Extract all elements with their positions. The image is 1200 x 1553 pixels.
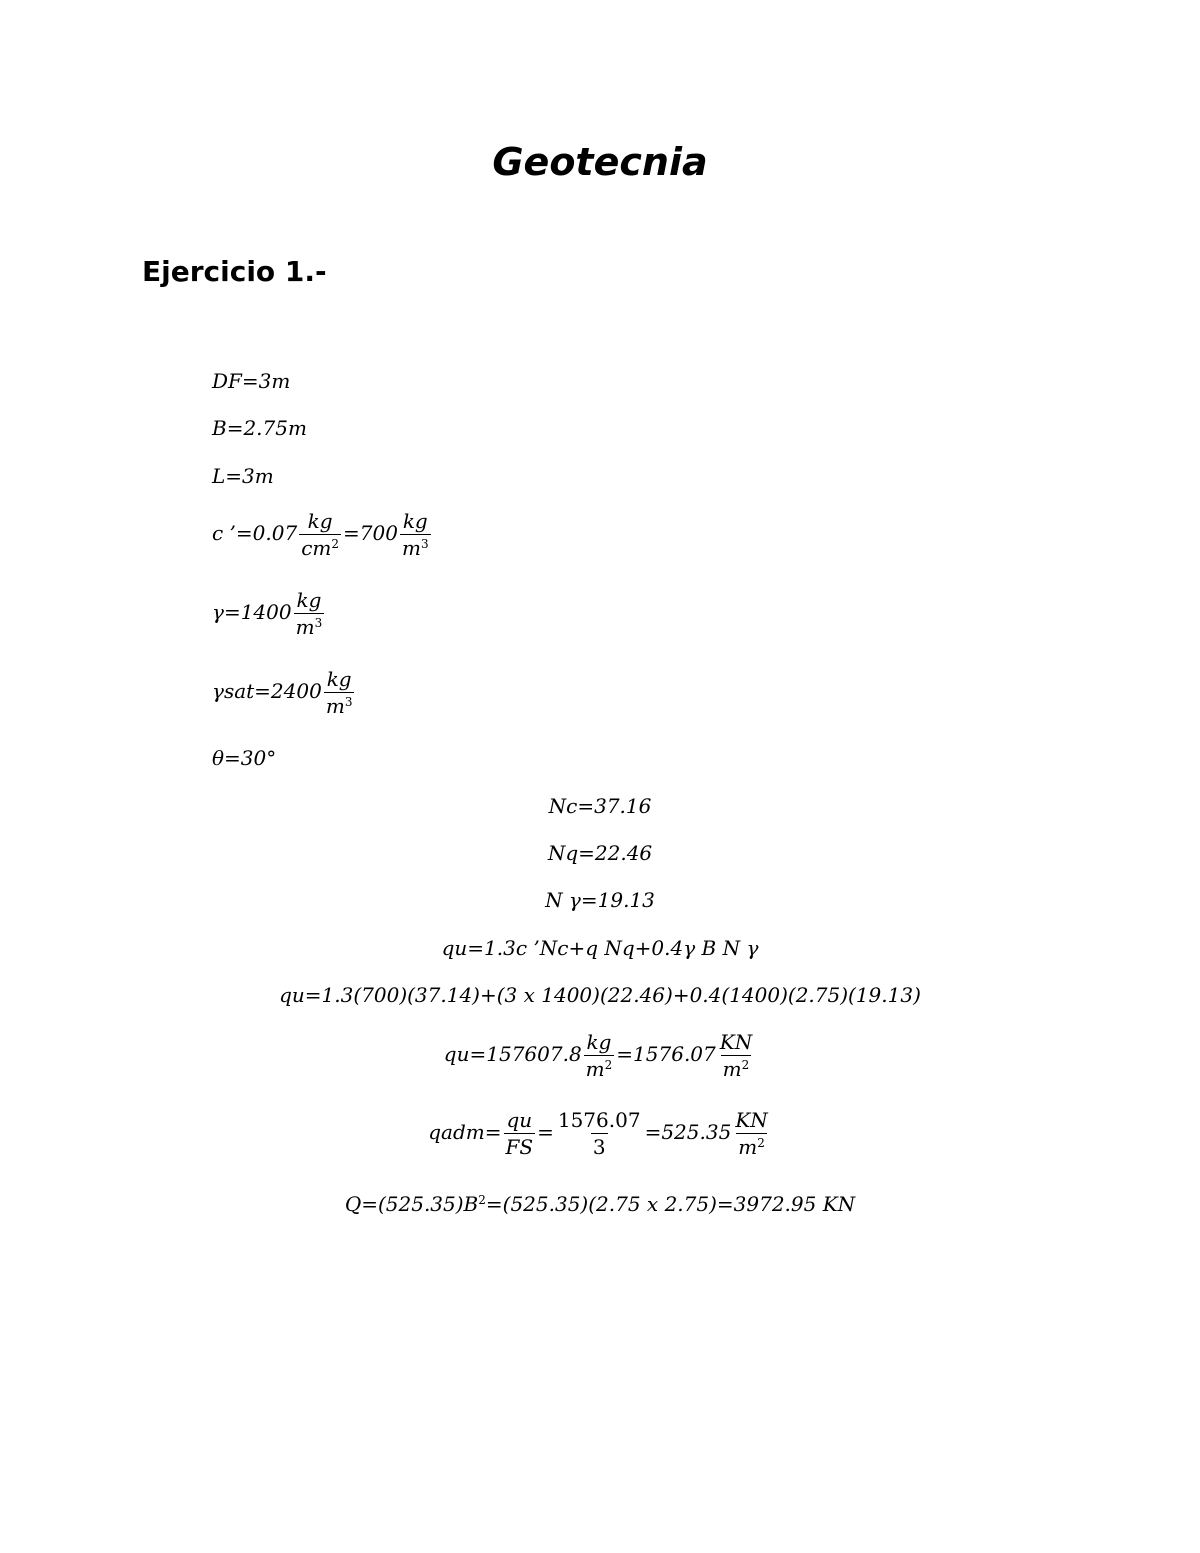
qadm-lhs: qadm= — [428, 1120, 502, 1144]
qu-value-fraction-1 — [584, 1031, 615, 1080]
equation-qu-substitution-text: qu=1.3(700)(37.14)+(3 x 1400)(22.46)+0.4(1400)(2.75)(19.13) — [279, 983, 921, 1007]
qadm-equals: = — [537, 1120, 554, 1144]
fraction-numerator: KN — [735, 1108, 768, 1132]
qu-value-mid: =1576.07 — [616, 1042, 716, 1066]
unit-text: m — [722, 1057, 742, 1081]
fraction-numerator: qu — [506, 1108, 533, 1132]
unit-text: m — [295, 615, 315, 639]
qadm-fraction-2 — [556, 1109, 643, 1158]
fraction-numerator: kg — [326, 667, 352, 691]
fraction-denominator — [400, 534, 431, 559]
fraction-denominator — [299, 534, 341, 559]
fraction-denominator: 3 — [592, 1135, 606, 1159]
equation-qadm — [0, 1109, 1200, 1158]
q-total-part1: Q=(525.35)B — [344, 1192, 479, 1216]
exercise-heading: Ejercicio 1.- — [142, 255, 327, 288]
gamma-fraction — [294, 589, 325, 638]
equation-b — [212, 416, 307, 440]
equation-nc — [0, 794, 1200, 818]
cohesion-fraction-1 — [299, 510, 341, 559]
unit-text: m — [325, 694, 345, 718]
fraction-denominator — [584, 1055, 615, 1080]
unit-exponent: 2 — [604, 1058, 613, 1072]
unit-text: m — [401, 536, 421, 560]
qadm-fraction-3 — [733, 1109, 769, 1158]
unit-text: cm — [301, 536, 332, 560]
equation-nc-text: Nc=37.16 — [548, 794, 652, 818]
unit-exponent: 3 — [314, 616, 323, 630]
equation-df — [212, 369, 290, 393]
fraction-denominator — [294, 613, 325, 638]
unit-exponent: 2 — [757, 1136, 765, 1150]
unit-text: m — [738, 1135, 758, 1159]
fraction-denominator — [736, 1133, 767, 1158]
equation-l-text: L=3m — [212, 464, 274, 488]
equation-ngamma-text: N γ=19.13 — [545, 888, 655, 912]
gamma-sat-lhs: γsat=2400 — [212, 679, 322, 703]
fraction-numerator: kg — [402, 509, 428, 533]
q-total-exponent: 2 — [478, 1193, 486, 1207]
cohesion-mid: =700 — [343, 521, 398, 545]
fraction-denominator — [324, 692, 355, 717]
fraction-numerator: kg — [296, 588, 322, 612]
equation-cohesion — [212, 510, 433, 559]
equation-b-text: B=2.75m — [212, 416, 307, 440]
equation-qu-value — [0, 1031, 1200, 1080]
equation-nq-text: Nq=22.46 — [547, 841, 653, 865]
equation-nq — [0, 841, 1200, 865]
equation-qu-formula — [0, 936, 1200, 960]
equation-q-total — [0, 1192, 1200, 1216]
equation-ngamma — [0, 888, 1200, 912]
unit-exponent: 3 — [344, 695, 353, 709]
document-title: Geotecnia — [492, 140, 708, 184]
equation-qu-formula-text: qu=1.3c ’Nc+q Nq+0.4γ B N γ — [441, 936, 759, 960]
q-total-part2: =(525.35)(2.75 x 2.75)=3972.95 KN — [485, 1192, 856, 1216]
unit-exponent: 2 — [331, 537, 340, 551]
fraction-numerator: kg — [307, 509, 333, 533]
qadm-fraction-1 — [504, 1109, 536, 1158]
fraction-denominator — [721, 1055, 752, 1080]
qu-value-fraction-2 — [718, 1031, 754, 1080]
cohesion-lhs: c ’=0.07 — [212, 521, 298, 545]
equation-theta-text: θ=30° — [212, 746, 277, 770]
fraction-numerator: kg — [586, 1030, 612, 1054]
fraction-numerator: 1576.07 — [557, 1108, 641, 1132]
unit-exponent: 2 — [741, 1058, 750, 1072]
qu-value-lhs: qu=157607.8 — [443, 1042, 582, 1066]
equation-df-text: DF=3m — [212, 369, 291, 393]
unit-exponent: 3 — [420, 537, 429, 551]
unit-text: m — [585, 1057, 605, 1081]
cohesion-fraction-2 — [400, 510, 431, 559]
qadm-mid: =525.35 — [644, 1120, 732, 1144]
equation-gamma-sat — [212, 668, 356, 717]
equation-theta — [212, 746, 276, 770]
fraction-numerator: KN — [719, 1030, 753, 1054]
equation-l — [212, 464, 274, 488]
equation-gamma — [212, 589, 326, 638]
gamma-sat-fraction — [324, 668, 355, 717]
equation-qu-substitution — [0, 983, 1200, 1007]
fraction-denominator: FS — [505, 1135, 534, 1159]
gamma-lhs: γ=1400 — [212, 600, 292, 624]
